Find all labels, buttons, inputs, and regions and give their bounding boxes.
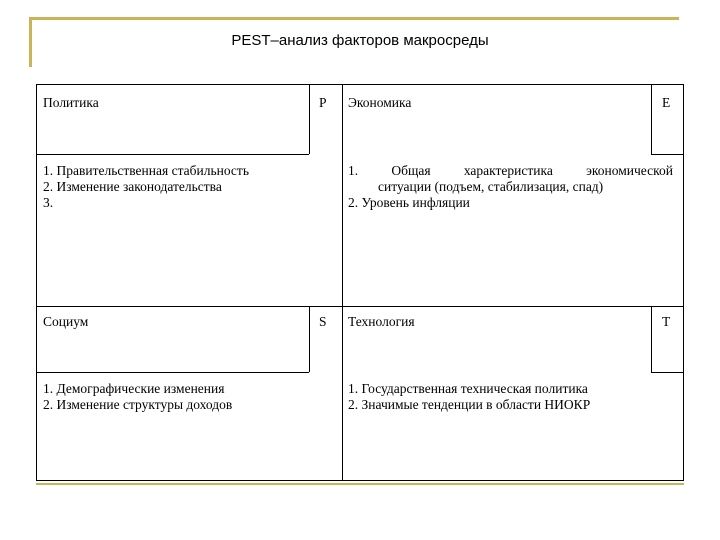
technology-list: [348, 381, 590, 413]
society-letter: S: [319, 314, 327, 329]
list-item: 2. Изменение структуры доходов: [43, 397, 233, 412]
page-title: PEST–анализ факторов макросреды: [231, 32, 489, 49]
list-item-continuation: ситуации (подъем, стабилизация, спад): [378, 179, 604, 194]
divider-right-letter: [651, 85, 652, 154]
word: 1.: [348, 163, 359, 178]
decorative-frame-top: [29, 17, 679, 20]
society-header: Социум: [43, 314, 89, 329]
politics-header: Политика: [43, 95, 99, 110]
technology-letter: T: [662, 314, 671, 329]
word: Общая: [391, 163, 431, 178]
row-divider-1-right: [651, 154, 684, 155]
divider-center-bottom: [342, 306, 343, 481]
politics-letter: P: [319, 95, 327, 110]
word: характеристика: [463, 163, 553, 178]
list-item: [348, 163, 673, 179]
list-item: 1. Правительственная стабильность: [43, 163, 249, 178]
list-item: 1. Демографические изменения: [43, 381, 225, 396]
economy-list: [348, 163, 673, 211]
pest-table: [36, 84, 684, 481]
list-item: 1. Государственная техническая политика: [348, 381, 588, 396]
list-item: 2. Значимые тенденции в области НИОКР: [348, 397, 591, 412]
list-item: 2. Изменение законодательства: [43, 179, 222, 194]
economy-header: Экономика: [348, 95, 412, 110]
decorative-frame-bottom: [36, 483, 684, 485]
politics-list: [43, 163, 249, 211]
divider-left-letter-bottom: [309, 306, 310, 372]
row-divider-3-left: [37, 372, 309, 373]
technology-header: Технология: [348, 314, 415, 329]
divider-center-top: [342, 85, 343, 306]
list-item: 3.: [43, 195, 54, 210]
row-divider-1-left: [37, 154, 309, 155]
economy-letter: E: [662, 95, 671, 110]
list-item: 2. Уровень инфляции: [348, 195, 470, 210]
row-divider-3-right: [651, 372, 684, 373]
divider-right-letter-bottom: [651, 306, 652, 372]
divider-left-letter: [309, 85, 310, 154]
row-divider-2: [37, 306, 684, 307]
society-list: [43, 381, 232, 413]
word: экономической: [586, 163, 673, 178]
